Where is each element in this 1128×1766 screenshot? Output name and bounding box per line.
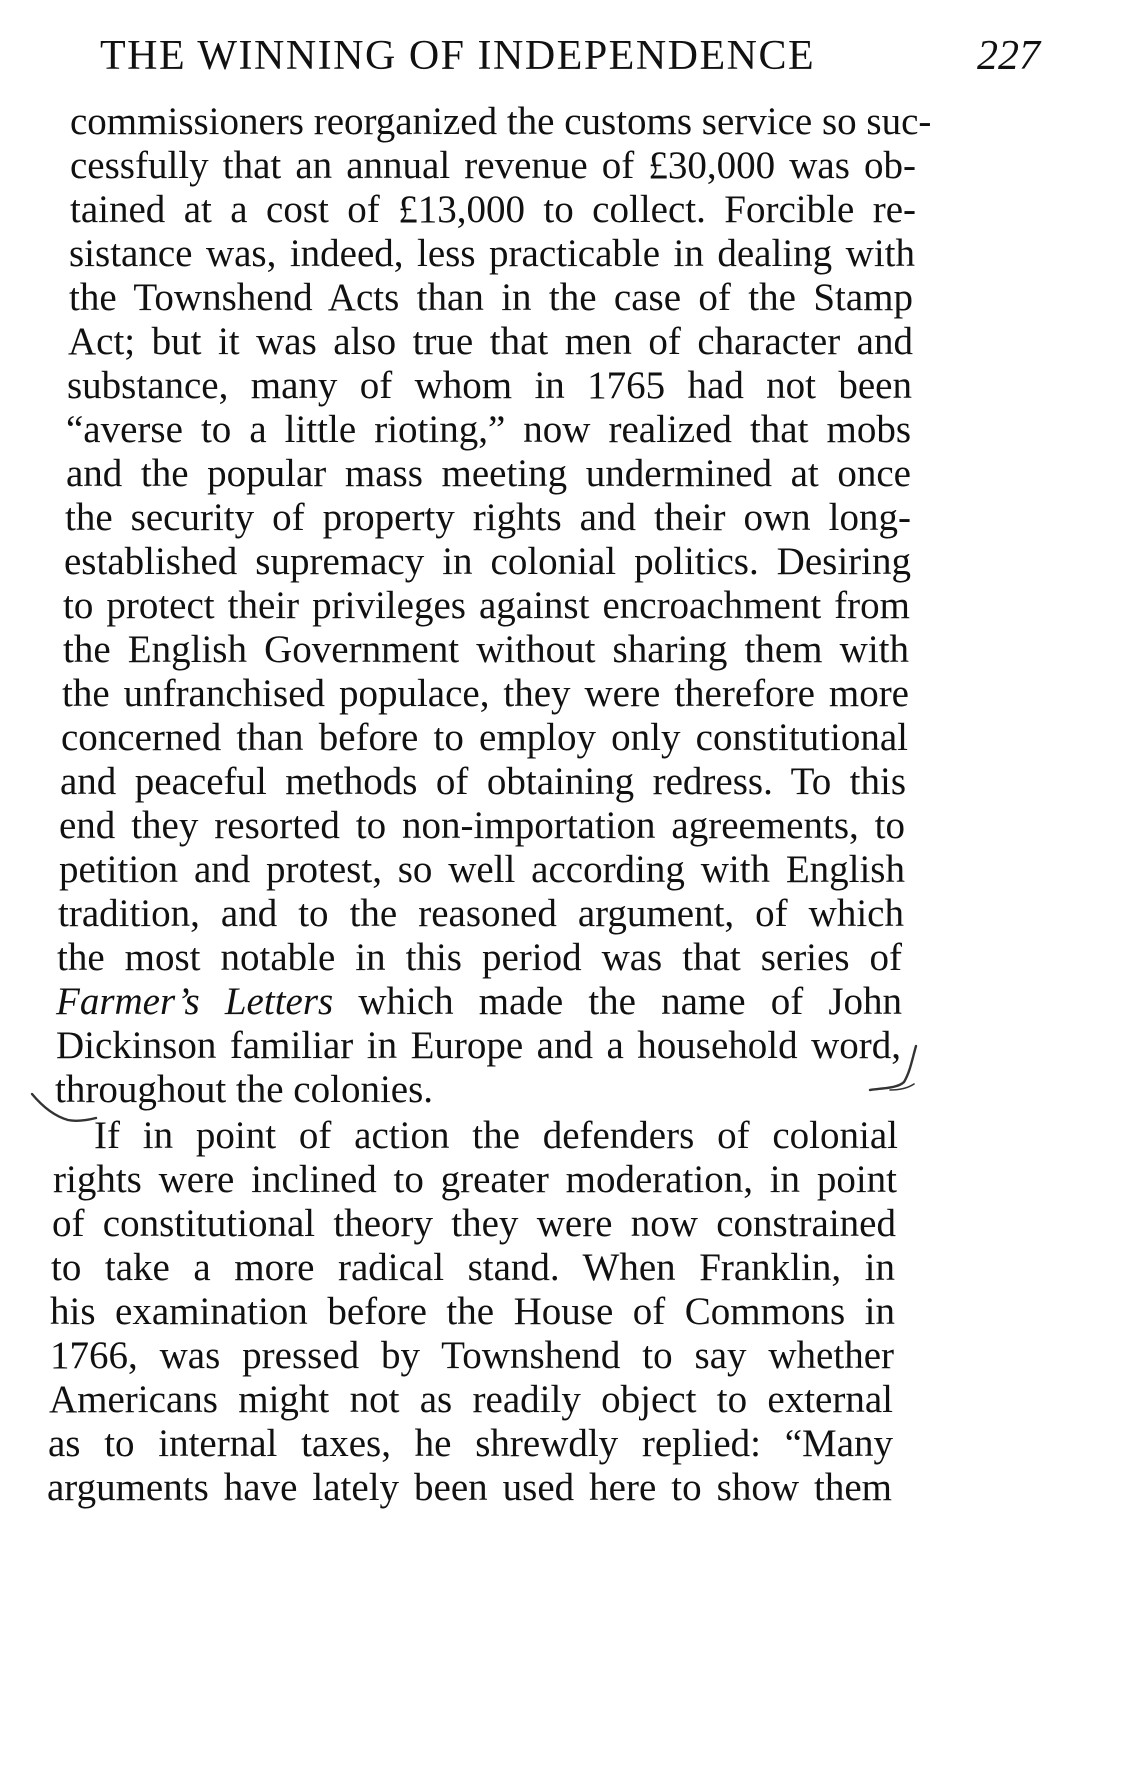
italic-line-rest: which made the name of John	[333, 980, 902, 1023]
text-line: as to internal taxes, he shrewdly replied: “Many	[48, 1422, 893, 1465]
text-line: the security of property rights and their own long-	[65, 496, 911, 539]
text-line: his examination before the House of Commons in	[50, 1290, 895, 1333]
text-line: end they resorted to non-importation agreements, to	[59, 804, 905, 847]
text-line: commissioners reorganized the customs service so suc-	[70, 100, 932, 143]
text-line: sistance was, indeed, less practicable in dealing with	[69, 232, 915, 275]
text-line: rights were inclined to greater moderation, in point	[53, 1158, 897, 1201]
text-line-italic	[56, 978, 902, 1026]
text-line: throughout the colonies.	[55, 1068, 434, 1111]
text-line: substance, many of whom in 1765 had not been	[67, 364, 912, 407]
text-line: to protect their privileges against encroachment from	[63, 584, 910, 627]
text-line: 1766, was pressed by Townshend to say whether	[50, 1334, 894, 1377]
text-line: cessfully that an annual revenue of £30,000 was ob-	[70, 144, 916, 187]
text-line: and the popular mass meeting undermined at once	[66, 452, 911, 495]
text-line: Americans might not as readily object to external	[49, 1378, 893, 1421]
text-line: tradition, and to the reasoned argument, of which	[58, 892, 904, 935]
text-line: to take a more radical stand. When Franklin, in	[51, 1246, 895, 1289]
text-line: arguments have lately been used here to show them	[47, 1466, 892, 1509]
text-line: and peaceful methods of obtaining redress. To this	[60, 760, 906, 803]
text-line: the unfranchised populace, they were therefore more	[62, 672, 909, 715]
text-line: the English Government without sharing them with	[63, 628, 909, 671]
text-line: “averse to a little rioting,” now realized that mobs	[66, 408, 911, 451]
text-line: petition and protest, so well according with English	[59, 848, 905, 891]
text-line: Act; but it was also true that men of character and	[68, 320, 913, 363]
text-line: the most notable in this period was that series of	[57, 936, 902, 979]
italic-title: Farmer’s Letters	[56, 980, 334, 1023]
text-line: established supremacy in colonial politics. Desiring	[64, 540, 911, 583]
text-line: Dickinson familiar in Europe and a household word,	[56, 1024, 901, 1067]
running-title: THE WINNING OF INDEPENDENCE	[100, 33, 816, 79]
text-line: of constitutional theory they were now constrained	[52, 1202, 896, 1245]
text-line: concerned than before to employ only constitutional	[61, 716, 908, 759]
text-line: If in point of action the defenders of colonial	[94, 1114, 898, 1157]
text-line: tained at a cost of £13,000 to collect. Forcible re-	[70, 188, 916, 231]
page-number: 227	[977, 33, 1040, 79]
text-line: the Townshend Acts than in the case of the Stamp	[69, 276, 913, 319]
